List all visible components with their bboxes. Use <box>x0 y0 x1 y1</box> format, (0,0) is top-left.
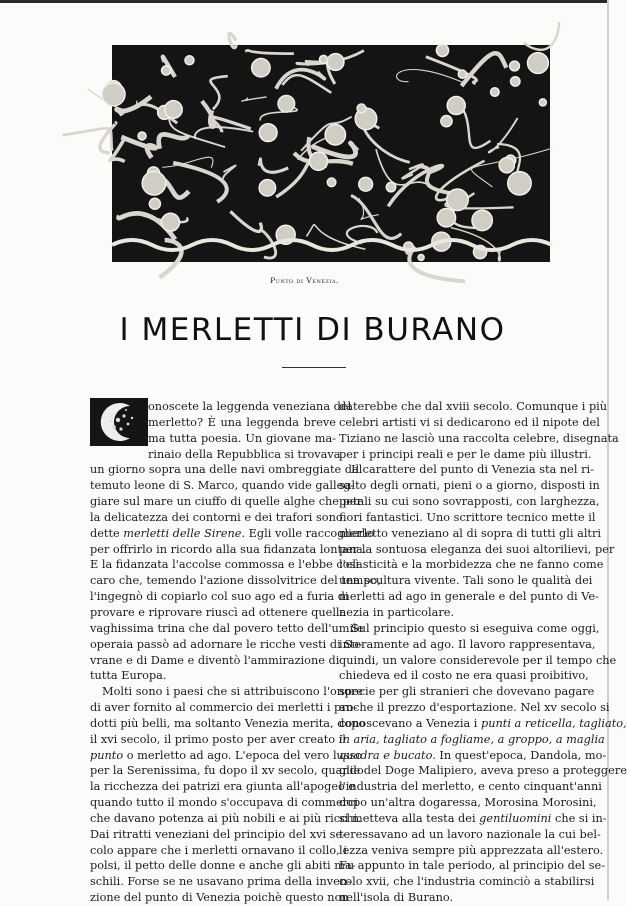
lace-scroll <box>259 159 288 172</box>
article-title: I MERLETTI DI BURANO <box>119 312 506 348</box>
text-segment: Fu appunto in tale periodo, al principio del se- <box>339 859 606 873</box>
lace-scroll <box>230 211 261 231</box>
text-line <box>339 621 600 637</box>
text-line <box>90 874 351 890</box>
text-line <box>90 510 343 526</box>
lace-scroll <box>195 127 253 138</box>
lace-flower <box>441 116 452 127</box>
text-segment: temuto leone di S. Marco, quando vide galleg- <box>90 479 355 493</box>
lace-scroll <box>388 166 442 207</box>
text-segment: chiedeva ed il costo ne era quasi proibitivo, <box>339 669 589 683</box>
text-line <box>339 557 604 573</box>
lace-scroll <box>276 70 324 89</box>
text-segment: vaghissima trina che dal povero tetto dell'umile <box>90 621 364 635</box>
text-segment: salto degli ornati, pieni o a giorno, disposti in <box>339 479 600 493</box>
text-segment: una scultura vivente. Tali sono le qualità dei <box>339 574 593 588</box>
lace-flower <box>386 182 395 191</box>
text-line <box>90 827 346 843</box>
text-segment: . Egli volle raccoglierlo <box>241 526 375 540</box>
text-segment: daterebbe che dal xviii secolo. Comunque i più <box>339 400 608 413</box>
text-segment: caro che, temendo l'azione dissolvitrice del tempo, <box>90 574 381 588</box>
lace-flower <box>447 97 465 115</box>
photo-caption: Punto di Venezia. <box>270 276 339 285</box>
lace-flower <box>327 54 344 71</box>
text-line <box>90 795 358 811</box>
text-segment: nell'isola di Burano. <box>339 891 454 905</box>
text-line <box>339 399 608 415</box>
text-segment: anche il prezzo d'esportazione. Nel xv secolo si <box>339 701 610 715</box>
text-line <box>90 716 366 732</box>
text-line <box>339 890 584 906</box>
lace-flower <box>539 99 546 106</box>
text-line <box>339 605 584 621</box>
text-segment: tutta Europa. <box>90 669 167 683</box>
text-line <box>90 415 336 431</box>
text-segment: vrane e di Dame e diventò l'ammirazione di <box>90 653 340 667</box>
text-segment: interamente ad ago. Il lavoro rappresentava, <box>339 637 596 651</box>
text-line <box>90 478 355 494</box>
lace-flower <box>259 124 277 142</box>
lace-scroll <box>223 165 235 178</box>
lace-scroll <box>245 50 294 53</box>
text-line <box>339 843 604 859</box>
italic-text: merletti delle Sirene <box>123 526 242 540</box>
text-segment: dette <box>90 526 124 540</box>
text-line <box>339 779 602 795</box>
text-segment: l'ingegnò di copiarlo col suo ago ed a furia di <box>90 590 349 604</box>
text-line <box>90 653 340 669</box>
text-segment: rinaio della Repubblica si trovava <box>148 447 341 461</box>
text-line <box>339 573 593 589</box>
lace-flower <box>162 213 180 231</box>
lace-flower <box>149 198 160 209</box>
lace-flower <box>142 171 166 195</box>
lace-flower <box>510 61 520 71</box>
lace-flower <box>309 152 327 170</box>
text-line <box>90 858 356 874</box>
text-line <box>90 811 361 827</box>
text-line <box>90 779 356 795</box>
text-line <box>339 748 607 764</box>
text-line <box>339 716 627 732</box>
lace-flower <box>325 125 345 145</box>
lace-flower <box>357 104 366 113</box>
text-segment: merletto veneziano al di sopra di tutti gli altri <box>339 526 601 540</box>
text-line <box>339 811 607 827</box>
italic-text: in aria, tagliato a fogliame, a groppo, a maglia <box>339 732 605 746</box>
lace-flower <box>278 95 295 112</box>
lace-flower <box>491 88 500 97</box>
text-segment: Dai ritratti veneziani del principio del xvi se- <box>90 827 346 841</box>
text-segment: per i principi reali e per le dame più illustri. <box>339 447 592 461</box>
lace-scroll <box>229 33 236 48</box>
text-segment: Tiziano ne lasciò una raccolta celebre, disegnata <box>339 431 619 445</box>
lace-flower <box>319 55 327 63</box>
text-line <box>90 447 341 463</box>
lace-flower <box>327 178 336 187</box>
text-line <box>339 732 605 748</box>
lace-scroll <box>462 53 507 86</box>
text-segment: Sul principio questo si eseguiva come oggi, <box>351 621 600 635</box>
text-segment: dopo un'altra dogaressa, Morosina Morosini, <box>339 796 597 810</box>
text-segment: giare sul mare un ciuffo di quelle alghe che per <box>90 495 362 509</box>
lace-pattern-image <box>112 45 550 262</box>
italic-text: gentiluomini <box>479 811 552 825</box>
lace-flower <box>259 180 275 196</box>
text-segment: di aver fornito al commercio dei merletti i pro- <box>90 701 358 715</box>
lace-scroll <box>397 70 464 83</box>
lace-scroll <box>202 101 214 127</box>
text-segment: polsi, il petto delle donne e anche gli abiti ma- <box>90 859 356 873</box>
lace-flower <box>165 101 183 119</box>
lace-photograph <box>112 45 550 262</box>
text-line <box>90 637 363 653</box>
text-segment: colo xvii, che l'industria cominciò a stabilirsi <box>339 875 595 889</box>
text-line <box>90 431 336 447</box>
text-line <box>339 431 619 447</box>
lace-flower <box>359 177 373 191</box>
text-segment: si metteva alla testa dei <box>339 811 480 825</box>
text-line <box>90 748 363 764</box>
text-segment: che davano potenza ai più nobili e ai più ricchi. <box>90 811 361 825</box>
text-segment: In quest'epoca, Dandola, mo- <box>435 748 607 762</box>
text-segment: ma tutta poesia. Un giovane ma- <box>148 431 336 445</box>
text-line <box>339 462 594 478</box>
text-line <box>339 526 601 542</box>
text-line <box>339 827 601 843</box>
text-line <box>339 795 597 811</box>
text-line <box>90 557 359 573</box>
text-segment: fiori fantastici. Uno scrittore tecnico mette il <box>339 510 596 524</box>
text-line <box>90 573 381 589</box>
text-segment: schili. Forse se ne usavano prima della inven- <box>90 875 351 889</box>
text-line <box>90 605 347 621</box>
lace-flower <box>499 158 514 173</box>
left-text-column <box>90 399 381 906</box>
text-line <box>90 462 363 478</box>
text-line <box>339 874 595 890</box>
text-line <box>339 858 606 874</box>
text-line <box>339 589 599 605</box>
lace-flower <box>418 254 424 260</box>
text-segment: conoscevano a Venezia i <box>339 716 481 730</box>
text-line <box>339 763 627 779</box>
text-line <box>339 684 595 700</box>
text-segment: teressavano ad un lavoro nazionale la cui bel- <box>339 827 601 841</box>
lace-flower <box>102 83 125 106</box>
text-line <box>339 494 600 510</box>
lace-flower <box>252 59 270 77</box>
right-text-column <box>339 399 627 906</box>
text-segment: o merletto ad ago. L'epoca del vero lusso <box>123 748 363 762</box>
text-line <box>339 700 610 716</box>
text-segment: operaia passò ad adornare le ricche vesti di So- <box>90 637 363 651</box>
lace-scroll <box>121 137 155 158</box>
text-segment: petali su cui sono sovrapposti, con larghezza, <box>339 495 600 509</box>
lace-scroll <box>210 76 227 109</box>
lace-flower <box>436 44 448 56</box>
lace-flower <box>447 189 469 211</box>
text-segment: l'industria del merletto, e cento cinquant'anni <box>339 780 602 794</box>
text-line <box>90 526 375 542</box>
text-segment: per la sontuosa eleganza dei suoi altorilievi, per <box>339 542 615 556</box>
text-segment: celebri artisti vi si dedicarono ed il nipote del <box>339 415 600 429</box>
lace-flower <box>162 66 171 75</box>
text-segment: Il carattere del punto di Venezia sta nel ri- <box>351 463 594 477</box>
text-line <box>90 763 364 779</box>
scan-top-edge <box>0 0 609 3</box>
text-segment: l'elasticità e la morbidezza che ne fanno come <box>339 558 604 572</box>
text-line <box>90 890 349 906</box>
text-line <box>339 478 600 494</box>
text-segment: merletti ad ago in generale e del punto di Ve- <box>339 590 599 604</box>
lace-scroll <box>460 105 491 148</box>
text-segment: il xvi secolo, il primo posto per aver creato il <box>90 732 346 746</box>
text-line <box>90 668 336 684</box>
lace-flower <box>458 70 466 78</box>
text-segment: specie per gli stranieri che dovevano pagare <box>339 685 595 699</box>
text-line <box>90 542 367 558</box>
lace-flower <box>528 53 549 74</box>
text-line <box>339 415 600 431</box>
italic-text: punto <box>90 748 124 762</box>
text-segment: nezia in particolare. <box>339 605 455 619</box>
text-line <box>90 843 347 859</box>
text-line <box>339 653 617 669</box>
lace-flower <box>508 172 531 195</box>
text-segment: per offrirlo in ricordo alla sua fidanzata lontana. <box>90 542 367 556</box>
text-line <box>90 732 346 748</box>
text-segment: lezza veniva sempre più apprezzata all'estero. <box>339 843 604 857</box>
text-line <box>90 700 358 716</box>
text-segment: la ricchezza dei patrizi era giunta all'apogeo e <box>90 780 356 794</box>
lace-scroll <box>159 134 189 148</box>
text-line <box>339 668 589 684</box>
text-segment: la delicatezza dei contorni e dei trafori sono <box>90 510 343 524</box>
text-segment: quando tutto il mondo s'occupava di commerci <box>90 796 358 810</box>
lace-flower <box>138 132 146 140</box>
italic-text: punti a reticella, tagliato, <box>481 716 627 730</box>
text-line <box>90 399 352 415</box>
lace-flower <box>437 209 455 227</box>
text-segment: provare e riprovare riuscì ad ottenere quella <box>90 605 347 619</box>
lace-flower <box>511 77 520 86</box>
lace-scroll <box>242 97 267 101</box>
text-line <box>90 494 362 510</box>
text-segment: che si in- <box>551 811 607 825</box>
lace-scroll <box>359 198 379 219</box>
text-segment: dotti più belli, ma soltanto Venezia merita, dopo <box>90 716 366 730</box>
text-segment: un giorno sopra una delle navi ombreggiate dal <box>90 463 363 477</box>
lace-flower <box>472 210 492 230</box>
text-segment: glie del Doge Malipiero, aveva preso a proteggere <box>339 764 627 778</box>
text-line <box>90 621 364 637</box>
text-segment: zione del punto di Venezia poichè questo non <box>90 891 349 905</box>
text-line <box>339 637 596 653</box>
text-segment: quindi, un valore considerevole per il tempo che <box>339 653 617 667</box>
text-line <box>90 589 349 605</box>
italic-text: quadra e bucato. <box>339 748 436 762</box>
lace-flower <box>185 56 194 65</box>
text-segment: colo appare che i merletti ornavano il collo, i <box>90 843 347 857</box>
text-line <box>90 684 363 700</box>
text-line <box>339 542 615 558</box>
lace-scroll <box>160 240 182 277</box>
text-segment: Molti sono i paesi che si attribuiscono l'onore <box>102 685 363 699</box>
text-segment: merletto? È una leggenda breve <box>148 415 336 429</box>
lace-scroll <box>525 22 559 50</box>
text-segment: E la fidanzata l'accolse commossa e l'ebbe così <box>90 558 359 572</box>
text-line <box>339 510 596 526</box>
title-divider <box>282 367 346 368</box>
text-segment: per la Serenissima, fu dopo il xv secolo, quando <box>90 764 364 778</box>
text-segment: onoscete la leggenda veneziana del <box>148 400 352 413</box>
text-line <box>339 447 592 463</box>
